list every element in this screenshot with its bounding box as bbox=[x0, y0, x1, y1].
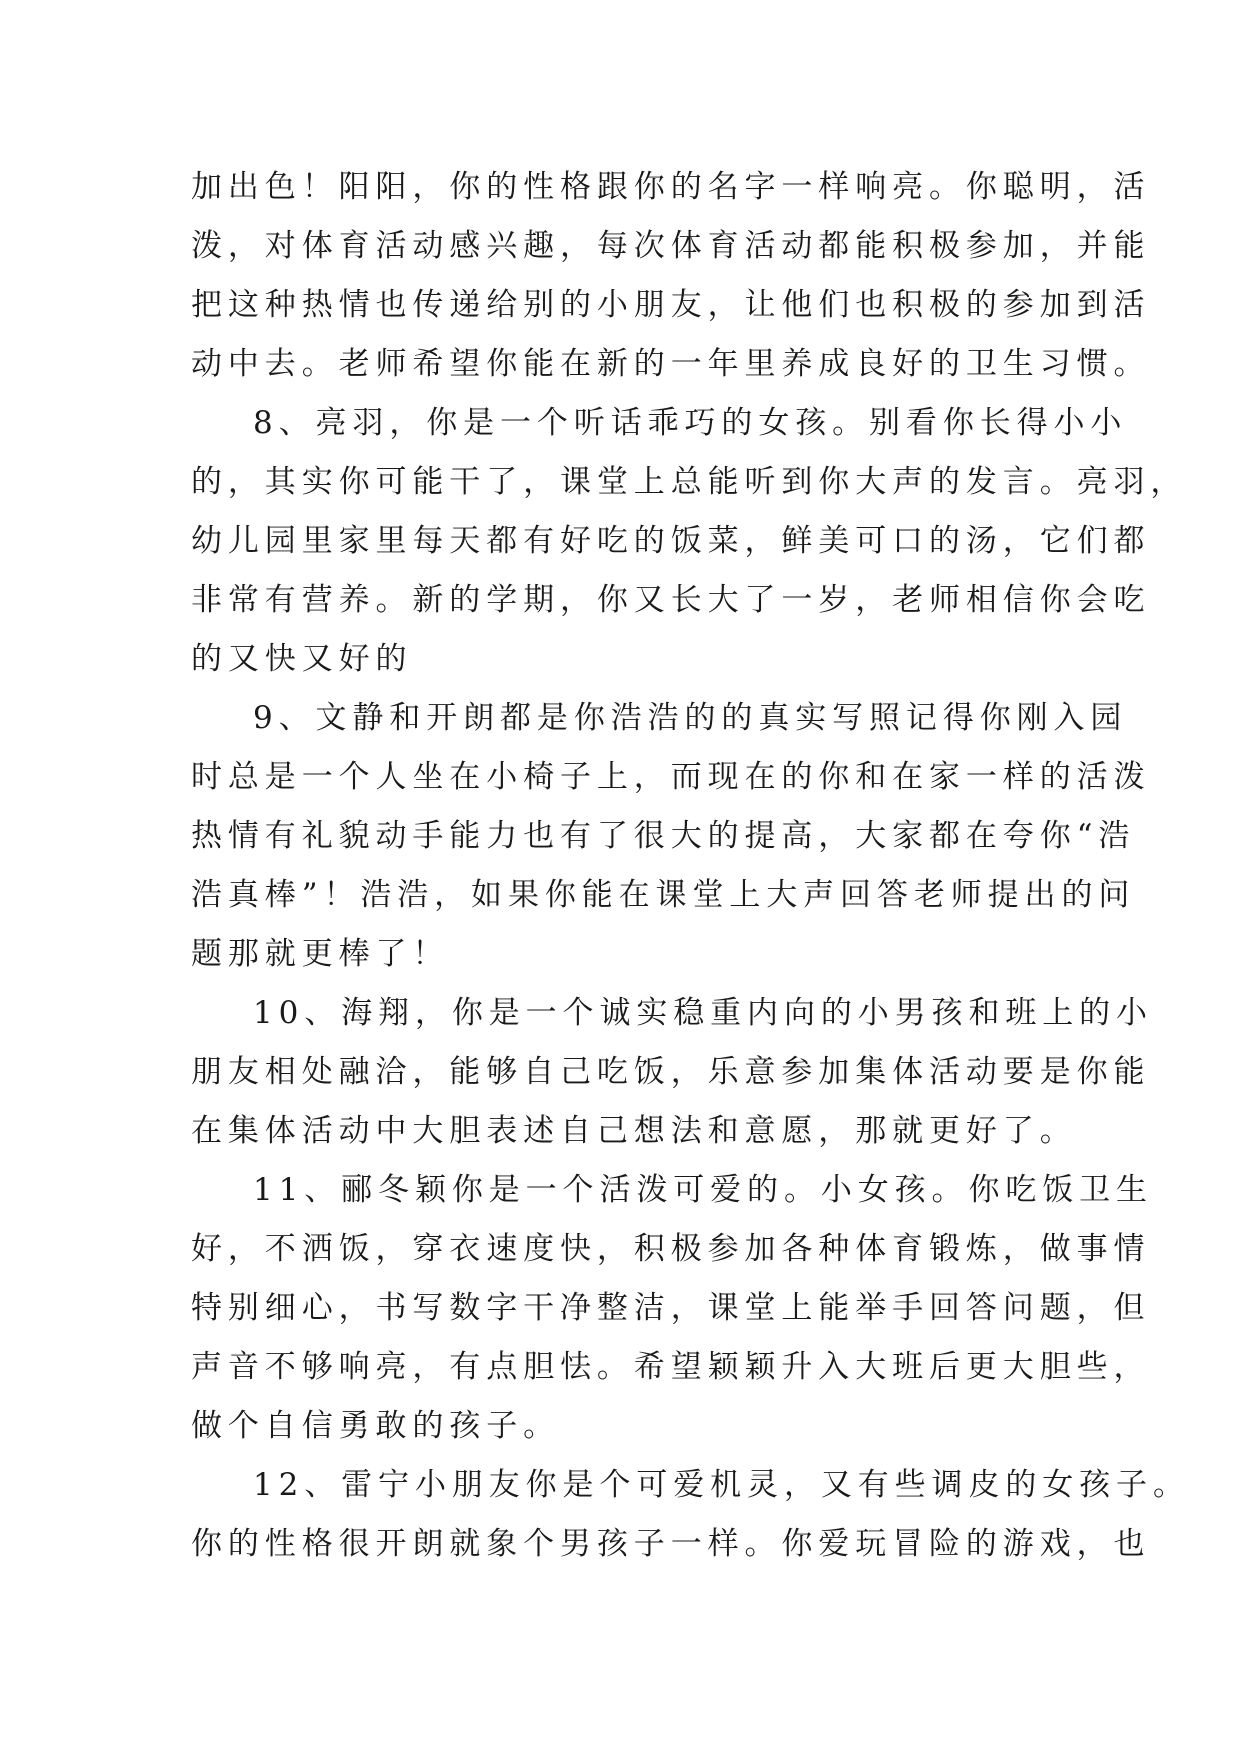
text-line: 你的性格很开朗就象个男孩子一样。你爱玩冒险的游戏，也 bbox=[191, 1526, 1151, 1562]
text-line: 在集体活动中大胆表述自己想法和意愿，那就更好了。 bbox=[191, 1113, 1077, 1149]
text-line: 的又快又好的 bbox=[191, 641, 413, 677]
text-line: 幼儿园里家里每天都有好吃的饭菜，鲜美可口的汤，它们都 bbox=[191, 523, 1151, 559]
text-line: 热情有礼貌动手能力也有了很大的提高，大家都在夸你“浩 bbox=[191, 818, 1136, 854]
text-line: 朋友相处融洽，能够自己吃饭，乐意参加集体活动要是你能 bbox=[191, 1054, 1151, 1090]
paragraph-first-line: 12、雷宁小朋友你是个可爱机灵，又有些调皮的女孩子。 bbox=[253, 1467, 1190, 1503]
text-line: 的，其实你可能干了，课堂上总能听到你大声的发言。亮羽， bbox=[191, 464, 1188, 500]
text-line: 声音不够响亮，有点胆怯。希望颖颖升入大班后更大胆些， bbox=[191, 1349, 1151, 1385]
text-line: 题那就更棒了！ bbox=[191, 936, 450, 972]
text-line: 动中去。老师希望你能在新的一年里养成良好的卫生习惯。 bbox=[191, 346, 1151, 382]
body-text bbox=[191, 158, 1190, 1574]
text-line: 做个自信勇敢的孩子。 bbox=[191, 1408, 560, 1444]
text-line: 泼，对体育活动感兴趣，每次体育活动都能积极参加，并能 bbox=[191, 228, 1151, 264]
paragraph-first-line: 8、亮羽，你是一个听话乖巧的女孩。别看你长得小小 bbox=[253, 405, 1128, 441]
paragraph-first-line: 10、海翔，你是一个诚实稳重内向的小男孩和班上的小 bbox=[253, 995, 1153, 1031]
paragraph-first-line: 9、文静和开朗都是你浩浩的的真实写照记得你刚入园 bbox=[253, 700, 1128, 736]
text-line: 加出色！阳阳，你的性格跟你的名字一样响亮。你聪明，活 bbox=[191, 169, 1151, 205]
paragraph-first-line: 11、郦冬颖你是一个活泼可爱的。小女孩。你吃饭卫生 bbox=[253, 1172, 1153, 1208]
text-line: 浩真棒”！浩浩，如果你能在课堂上大声回答老师提出的问 bbox=[191, 877, 1136, 913]
text-line: 好，不洒饭，穿衣速度快，积极参加各种体育锻炼，做事情 bbox=[191, 1231, 1151, 1267]
text-line: 非常有营养。新的学期，你又长大了一岁，老师相信你会吃 bbox=[191, 582, 1151, 618]
text-line: 把这种热情也传递给别的小朋友，让他们也积极的参加到活 bbox=[191, 287, 1151, 323]
text-line: 特别细心，书写数字干净整洁，课堂上能举手回答问题，但 bbox=[191, 1290, 1151, 1326]
text-line: 时总是一个人坐在小椅子上，而现在的你和在家一样的活泼 bbox=[191, 759, 1151, 795]
